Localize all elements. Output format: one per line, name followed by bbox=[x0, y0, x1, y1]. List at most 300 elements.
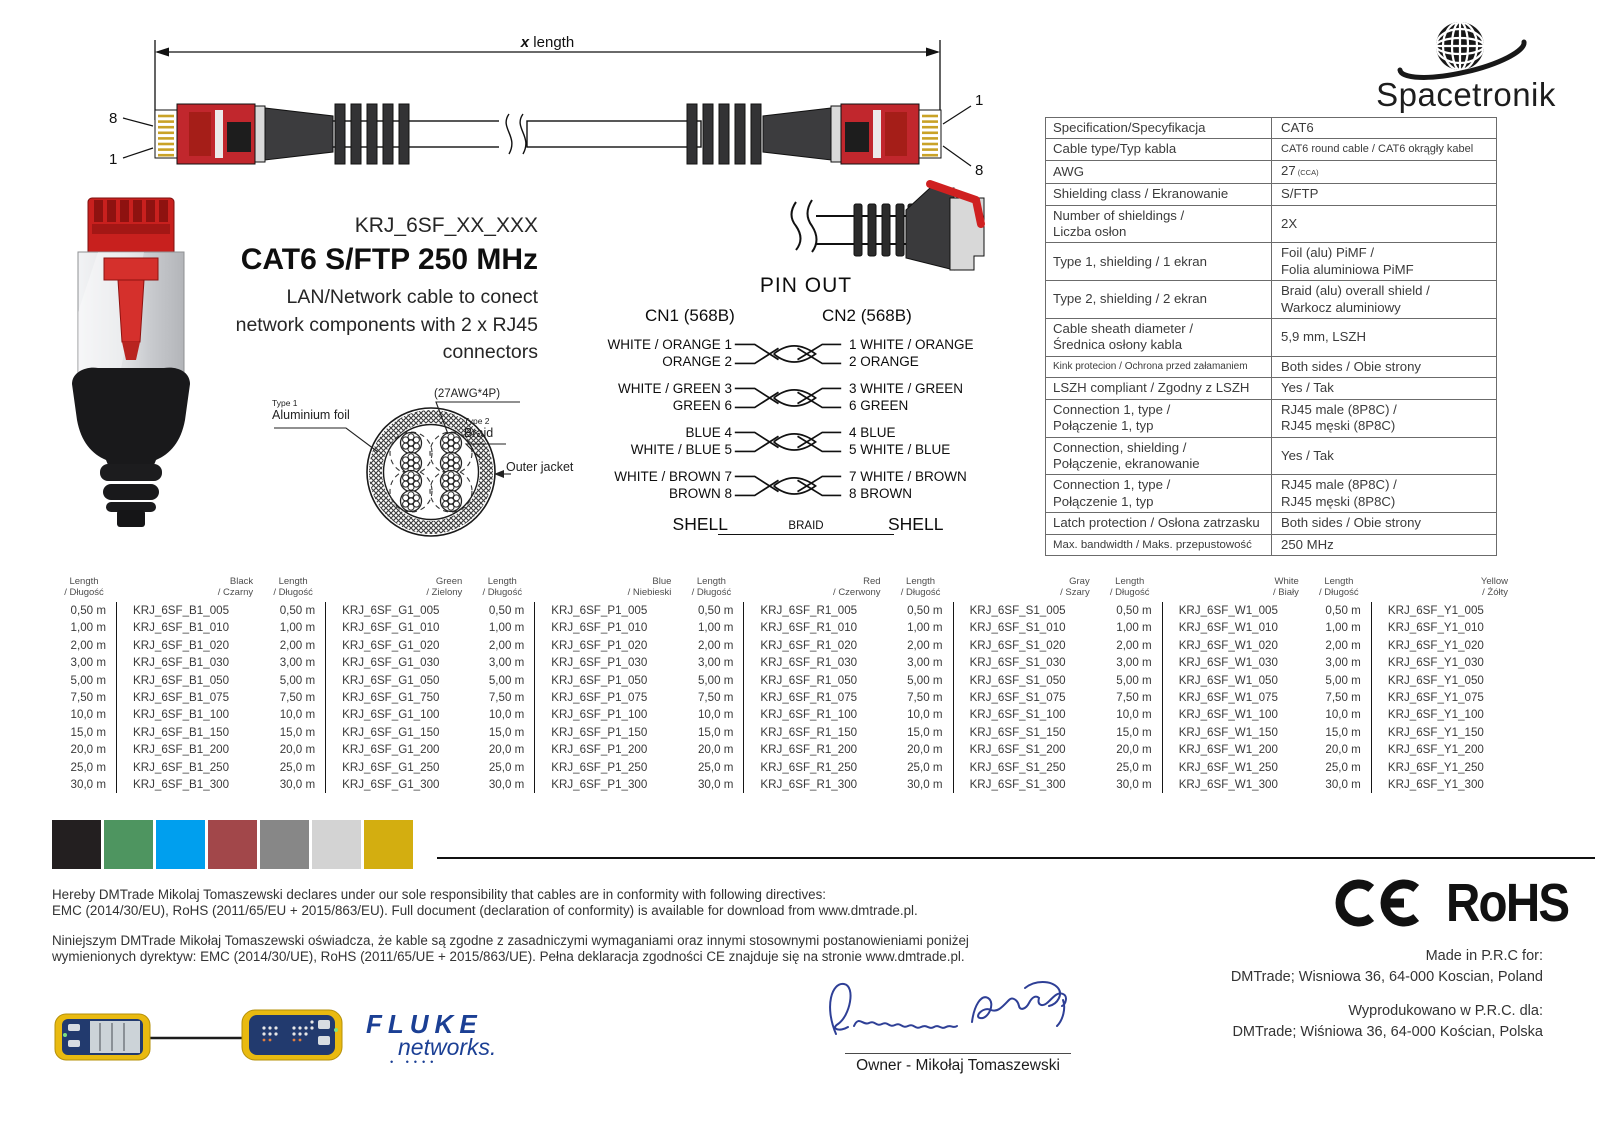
product-column-body bbox=[261, 602, 466, 793]
pin-label-right-top: 1 bbox=[975, 92, 984, 109]
code-cell: KRJ_6SF_P1_100 bbox=[534, 706, 675, 723]
length-cell: 1,00 m bbox=[907, 621, 943, 635]
length-header-line: Length bbox=[69, 576, 99, 587]
spec-value bbox=[1272, 281, 1496, 318]
code-cell: KRJ_6SF_P1_020 bbox=[534, 637, 675, 654]
wire-label: 5 WHITE / BLUE bbox=[849, 442, 951, 457]
product-row bbox=[1098, 724, 1303, 741]
length-cell: 20,0 m bbox=[488, 743, 525, 757]
pinout-pair bbox=[600, 378, 1012, 416]
spec-label-line: Liczba osłon bbox=[1053, 224, 1127, 240]
product-row bbox=[470, 724, 675, 741]
code-cell: KRJ_6SF_W1_250 bbox=[1162, 759, 1303, 776]
code-cell: KRJ_6SF_P1_150 bbox=[534, 724, 675, 741]
declaration-line: Niniejszym DMTrade Mikołaj Tomaszewski oświadcza, że kable są zgodne z zasadniczymi wymaganiami oraz innymi stosownymi postanowieniami poniżej bbox=[52, 933, 969, 948]
spec-row bbox=[1046, 281, 1496, 319]
divider-line bbox=[437, 857, 1595, 859]
subtitle-line: network components with 2 x RJ45 bbox=[235, 313, 538, 336]
product-row bbox=[470, 706, 675, 723]
spec-label bbox=[1046, 400, 1272, 437]
product-row bbox=[1307, 689, 1512, 706]
spec-label bbox=[1046, 118, 1272, 138]
length-cell: 25,0 m bbox=[1325, 760, 1361, 774]
color-header-line: / Zielony bbox=[426, 587, 463, 598]
code-cell: KRJ_6SF_S1_020 bbox=[953, 637, 1094, 654]
length-cell: 3,00 m bbox=[70, 656, 106, 670]
spec-label-line: AWG bbox=[1053, 163, 1085, 179]
code-cell: KRJ_6SF_P1_200 bbox=[534, 741, 675, 758]
product-row bbox=[1098, 689, 1303, 706]
length-header-line: Length bbox=[1324, 576, 1354, 587]
length-cell: 3,00 m bbox=[697, 656, 734, 670]
code-cell: KRJ_6SF_Y1_250 bbox=[1371, 759, 1512, 776]
color-header-line: Yellow bbox=[1480, 576, 1508, 587]
product-row bbox=[470, 689, 675, 706]
code-cell: KRJ_6SF_P1_300 bbox=[534, 776, 675, 793]
length-cell: 7,50 m bbox=[279, 690, 316, 704]
product-row bbox=[52, 619, 257, 636]
product-column-body bbox=[1098, 602, 1303, 793]
code-cell: KRJ_6SF_G1_150 bbox=[325, 724, 466, 741]
x-variable: x bbox=[520, 34, 530, 51]
made-in-en bbox=[1231, 946, 1543, 988]
spec-value bbox=[1272, 327, 1496, 347]
connector-headers bbox=[600, 306, 1012, 334]
made-in-pl bbox=[1231, 1001, 1543, 1043]
pinout-left-labels bbox=[600, 380, 732, 414]
fluke-testers-image bbox=[50, 1008, 350, 1068]
spec-row bbox=[1046, 535, 1496, 556]
product-row bbox=[52, 776, 257, 793]
color-swatch bbox=[208, 820, 257, 869]
code-cell: KRJ_6SF_R1_020 bbox=[743, 637, 884, 654]
product-row bbox=[679, 706, 884, 723]
product-row bbox=[470, 654, 675, 671]
wire-label: WHITE / BROWN 7 bbox=[614, 469, 732, 484]
shell-left-label: SHELL bbox=[672, 514, 728, 534]
pinout-right-labels bbox=[844, 380, 1012, 414]
product-row bbox=[679, 619, 884, 636]
product-column-header bbox=[52, 576, 257, 598]
length-cell: 10,0 m bbox=[279, 708, 316, 722]
code-cell: KRJ_6SF_Y1_075 bbox=[1371, 689, 1512, 706]
fluke-wordmark: FLUKE bbox=[366, 1009, 483, 1039]
spec-label bbox=[1046, 184, 1272, 204]
type1-label: Type 1 Aluminium foil bbox=[272, 398, 350, 422]
product-column-body bbox=[470, 602, 675, 793]
length-cell: 0,50 m bbox=[697, 604, 734, 617]
subtitle-line: connectors bbox=[442, 341, 538, 363]
length-header-line: / Długość bbox=[691, 587, 732, 598]
length-cell: 0,50 m bbox=[279, 604, 316, 617]
code-cell: KRJ_6SF_P1_030 bbox=[534, 654, 675, 671]
product-row bbox=[889, 619, 1094, 636]
color-header-line: / Czarny bbox=[217, 587, 254, 598]
product-row bbox=[52, 706, 257, 723]
length-cell: 1,00 m bbox=[70, 621, 106, 635]
spec-value bbox=[1272, 378, 1496, 398]
product-table bbox=[52, 576, 1512, 793]
product-row bbox=[261, 689, 466, 706]
spec-label-line: Max. bandwidth / Maks. przepustowość bbox=[1053, 538, 1252, 551]
product-row bbox=[889, 602, 1094, 619]
color-header bbox=[325, 576, 466, 598]
pinout-right-labels bbox=[844, 424, 1012, 458]
subtitle-line: LAN/Network cable to conect bbox=[286, 286, 538, 308]
color-header-line: / Szary bbox=[1060, 587, 1090, 598]
signature-caption: Owner - Mikołaj Tomaszewski bbox=[856, 1057, 1060, 1074]
spec-value-line: Warkocz aluminiowy bbox=[1281, 299, 1401, 315]
spec-label-line: LSZH compliant / Zgodny z LSZH bbox=[1053, 380, 1250, 396]
color-header bbox=[534, 576, 675, 598]
braid-label: BRAID bbox=[788, 520, 824, 532]
twisted-pair-icon bbox=[732, 466, 844, 504]
product-row bbox=[1098, 776, 1303, 793]
product-row bbox=[470, 619, 675, 636]
color-swatch bbox=[364, 820, 413, 869]
spec-value bbox=[1272, 357, 1496, 377]
code-cell: KRJ_6SF_Y1_100 bbox=[1371, 706, 1512, 723]
product-row bbox=[1307, 672, 1512, 689]
declaration-pl bbox=[52, 933, 969, 965]
twisted-pair-icon bbox=[732, 334, 844, 372]
length-cell: 0,50 m bbox=[70, 604, 106, 617]
declaration-en bbox=[52, 887, 969, 919]
color-swatch bbox=[260, 820, 309, 869]
product-row bbox=[261, 724, 466, 741]
code-cell: KRJ_6SF_B1_050 bbox=[116, 672, 257, 689]
spec-label bbox=[1046, 357, 1272, 377]
product-row bbox=[470, 741, 675, 758]
length-cell: 5,00 m bbox=[488, 673, 525, 687]
signature-line bbox=[845, 1053, 1071, 1054]
code-cell: KRJ_6SF_R1_300 bbox=[743, 776, 884, 793]
length-cell: 20,0 m bbox=[907, 743, 943, 757]
length-cell: 2,00 m bbox=[1116, 638, 1152, 652]
code-cell: KRJ_6SF_G1_005 bbox=[325, 602, 466, 619]
product-row bbox=[261, 637, 466, 654]
braid-connection bbox=[718, 521, 894, 535]
product-row bbox=[470, 672, 675, 689]
length-header bbox=[261, 576, 325, 598]
spec-value bbox=[1272, 535, 1496, 555]
code-cell: KRJ_6SF_R1_005 bbox=[743, 602, 884, 619]
globe-icon bbox=[1348, 18, 1584, 80]
product-row bbox=[52, 637, 257, 654]
product-column-header bbox=[1098, 576, 1303, 598]
product-row bbox=[52, 672, 257, 689]
spec-label-line: Connection 1, type / bbox=[1053, 401, 1171, 417]
code-cell: KRJ_6SF_Y1_005 bbox=[1371, 602, 1512, 619]
twist-symbol bbox=[732, 422, 844, 460]
product-column-body bbox=[889, 602, 1094, 793]
product-row bbox=[1307, 741, 1512, 758]
model-number: KRJ_6SF_XX_XXX bbox=[354, 214, 538, 237]
product-row bbox=[889, 706, 1094, 723]
product-row bbox=[1307, 776, 1512, 793]
product-row bbox=[1098, 602, 1303, 619]
product-row bbox=[261, 619, 466, 636]
spec-table bbox=[1045, 117, 1497, 556]
rohs-label: RoHS bbox=[1446, 873, 1569, 933]
length-cell: 15,0 m bbox=[488, 725, 525, 739]
length-cell: 7,50 m bbox=[70, 690, 106, 704]
spec-value-line: RJ45 male (8P8C) / bbox=[1281, 401, 1397, 417]
brand-name: Spacetronik bbox=[1376, 76, 1556, 113]
color-swatch bbox=[156, 820, 205, 869]
cable-length-diagram bbox=[95, 24, 1000, 179]
made-in-line: Made in P.R.C for: bbox=[1425, 948, 1543, 964]
spec-label-line: Połączenie, ekranowanie bbox=[1053, 455, 1200, 471]
fluke-logo-dots: • •••• bbox=[390, 1057, 439, 1067]
code-cell: KRJ_6SF_B1_010 bbox=[116, 619, 257, 636]
product-row bbox=[1307, 706, 1512, 723]
product-row bbox=[470, 776, 675, 793]
wire-label: WHITE / GREEN 3 bbox=[617, 381, 732, 396]
length-header-line: / Długość bbox=[900, 587, 941, 598]
spec-row bbox=[1046, 378, 1496, 399]
spec-value bbox=[1272, 513, 1496, 533]
code-cell: KRJ_6SF_P1_075 bbox=[534, 689, 675, 706]
spec-value-line: Folia aluminiowa PiMF bbox=[1281, 261, 1414, 277]
product-column-body bbox=[1307, 602, 1512, 793]
spec-value-sub: (CCA) bbox=[1295, 167, 1319, 177]
color-swatch bbox=[52, 820, 101, 869]
length-cell: 1,00 m bbox=[1116, 621, 1152, 635]
product-row bbox=[261, 759, 466, 776]
length-cell: 5,00 m bbox=[697, 673, 734, 687]
product-column-body bbox=[52, 602, 257, 793]
length-header bbox=[679, 576, 743, 598]
length-cell: 25,0 m bbox=[697, 760, 734, 774]
length-header-line: Length bbox=[906, 576, 936, 587]
spec-label-line: Połączenie 1, typ bbox=[1053, 493, 1154, 509]
spec-row bbox=[1046, 118, 1496, 139]
length-cell: 5,00 m bbox=[907, 673, 943, 687]
wire-label: WHITE / ORANGE 1 bbox=[607, 337, 732, 352]
declaration-line: Hereby DMTrade Mikolaj Tomaszewski declares under our sole responsibility that cables are in conformity with following directives: bbox=[52, 887, 827, 902]
spec-label bbox=[1046, 139, 1272, 159]
made-in-line: DMTrade; Wisniowa 36, 64-000 Koscian, Poland bbox=[1230, 969, 1543, 985]
length-cell: 1,00 m bbox=[279, 621, 316, 635]
pinout-pair bbox=[600, 422, 1012, 460]
product-column-body bbox=[679, 602, 884, 793]
length-cell: 7,50 m bbox=[488, 690, 525, 704]
code-cell: KRJ_6SF_G1_050 bbox=[325, 672, 466, 689]
twisted-pair-icon bbox=[732, 422, 844, 460]
code-cell: KRJ_6SF_G1_100 bbox=[325, 706, 466, 723]
declaration-line: EMC (2014/30/EU), RoHS (2011/65/EU + 2015/863/EU). Full document (declaration of conformity) is available for download from www.dmtrade.pl. bbox=[52, 903, 918, 918]
product-row bbox=[261, 706, 466, 723]
product-row bbox=[1307, 759, 1512, 776]
length-cell: 15,0 m bbox=[279, 725, 316, 739]
code-cell: KRJ_6SF_Y1_300 bbox=[1371, 776, 1512, 793]
product-row bbox=[261, 741, 466, 758]
product-row bbox=[470, 602, 675, 619]
wire-label: 7 WHITE / BROWN bbox=[849, 469, 967, 484]
code-cell: KRJ_6SF_R1_030 bbox=[743, 654, 884, 671]
spec-value-line: 2X bbox=[1281, 215, 1298, 231]
product-row bbox=[1307, 619, 1512, 636]
code-cell: KRJ_6SF_B1_005 bbox=[116, 602, 257, 619]
color-swatch bbox=[104, 820, 153, 869]
twist-symbol bbox=[732, 334, 844, 372]
spec-value bbox=[1272, 184, 1496, 204]
pinout-pair bbox=[600, 466, 1012, 504]
product-column bbox=[1307, 576, 1512, 793]
length-cell: 0,50 m bbox=[1325, 604, 1361, 617]
length-cell: 1,00 m bbox=[1325, 621, 1361, 635]
length-cell: 25,0 m bbox=[1116, 760, 1152, 774]
product-row bbox=[470, 759, 675, 776]
code-cell: KRJ_6SF_G1_250 bbox=[325, 759, 466, 776]
color-header-line: Black bbox=[229, 576, 254, 587]
length-dimension-label: x length bbox=[520, 34, 575, 51]
spec-row bbox=[1046, 438, 1496, 476]
code-cell: KRJ_6SF_S1_010 bbox=[953, 619, 1094, 636]
rj45-connector-photo bbox=[58, 192, 208, 527]
length-cell: 25,0 m bbox=[279, 760, 316, 774]
spec-label bbox=[1046, 438, 1272, 475]
spec-label-line: Cable sheath diameter / bbox=[1053, 321, 1194, 337]
product-title: CAT6 S/FTP 250 MHz bbox=[240, 243, 538, 276]
length-cell: 30,0 m bbox=[697, 777, 734, 791]
wire-label: ORANGE 2 bbox=[662, 354, 732, 369]
length-cell: 2,00 m bbox=[488, 638, 525, 652]
code-cell: KRJ_6SF_G1_750 bbox=[325, 689, 466, 706]
pinout-left-labels bbox=[600, 424, 732, 458]
product-column bbox=[52, 576, 257, 793]
ce-mark-icon bbox=[1332, 874, 1432, 932]
code-cell: KRJ_6SF_S1_050 bbox=[953, 672, 1094, 689]
pinout-right-labels bbox=[844, 336, 1012, 370]
product-row bbox=[889, 654, 1094, 671]
product-row bbox=[1098, 706, 1303, 723]
product-column bbox=[889, 576, 1094, 793]
spec-value-line: Both sides / Obie strony bbox=[1281, 515, 1422, 531]
spec-row bbox=[1046, 475, 1496, 513]
wire-label: WHITE / BLUE 5 bbox=[630, 442, 732, 457]
spec-label bbox=[1046, 243, 1272, 280]
product-row bbox=[889, 741, 1094, 758]
color-header bbox=[743, 576, 884, 598]
color-header-line: Green bbox=[435, 576, 463, 587]
code-cell: KRJ_6SF_B1_020 bbox=[116, 637, 257, 654]
spec-row bbox=[1046, 206, 1496, 244]
length-cell: 0,50 m bbox=[907, 604, 943, 617]
product-row bbox=[679, 724, 884, 741]
shell-right-label: SHELL bbox=[888, 514, 944, 534]
spec-value bbox=[1272, 161, 1496, 183]
length-cell: 1,00 m bbox=[488, 621, 525, 635]
length-cell: 30,0 m bbox=[488, 777, 525, 791]
made-in-line: DMTrade; Wiśniowa 36, 64-000 Kościan, Polska bbox=[1232, 1024, 1543, 1040]
code-cell: KRJ_6SF_G1_030 bbox=[325, 654, 466, 671]
spec-value-line: S/FTP bbox=[1281, 186, 1319, 202]
color-header bbox=[1371, 576, 1512, 598]
product-row bbox=[679, 637, 884, 654]
length-cell: 25,0 m bbox=[907, 760, 943, 774]
code-cell: KRJ_6SF_G1_300 bbox=[325, 776, 466, 793]
pinout-left-labels bbox=[600, 468, 732, 502]
product-row bbox=[889, 672, 1094, 689]
length-header-line: / Długość bbox=[482, 587, 523, 598]
length-header bbox=[889, 576, 953, 598]
length-header bbox=[470, 576, 534, 598]
spec-row bbox=[1046, 139, 1496, 160]
length-cell: 5,00 m bbox=[1116, 673, 1152, 687]
length-cell: 7,50 m bbox=[907, 690, 943, 704]
spec-row bbox=[1046, 400, 1496, 438]
product-row bbox=[1307, 654, 1512, 671]
spec-label bbox=[1046, 281, 1272, 318]
awg-label: (27AWG*4P) bbox=[434, 388, 501, 400]
length-cell: 10,0 m bbox=[70, 708, 106, 722]
length-cell: 5,00 m bbox=[1325, 673, 1361, 687]
product-row bbox=[261, 654, 466, 671]
cn2-header: CN2 (568B) bbox=[822, 306, 912, 325]
code-cell: KRJ_6SF_P1_005 bbox=[534, 602, 675, 619]
pinout-section bbox=[600, 274, 1012, 535]
product-row bbox=[1098, 672, 1303, 689]
spec-label-line: Shielding class / Ekranowanie bbox=[1053, 186, 1229, 202]
code-cell: KRJ_6SF_S1_005 bbox=[953, 602, 1094, 619]
wire-label: BROWN 8 bbox=[668, 486, 732, 501]
code-cell: KRJ_6SF_B1_300 bbox=[116, 776, 257, 793]
product-column-header bbox=[1307, 576, 1512, 598]
code-cell: KRJ_6SF_R1_150 bbox=[743, 724, 884, 741]
code-cell: KRJ_6SF_B1_200 bbox=[116, 741, 257, 758]
spec-label bbox=[1046, 535, 1272, 555]
cn1-header: CN1 (568B) bbox=[645, 306, 735, 325]
spec-row bbox=[1046, 319, 1496, 357]
length-cell: 30,0 m bbox=[1116, 777, 1152, 791]
code-cell: KRJ_6SF_Y1_050 bbox=[1371, 672, 1512, 689]
spec-label bbox=[1046, 206, 1272, 243]
brand-logo bbox=[1348, 18, 1584, 114]
length-cell: 2,00 m bbox=[697, 638, 734, 652]
product-row bbox=[1307, 602, 1512, 619]
spec-label bbox=[1046, 475, 1272, 512]
product-column bbox=[679, 576, 884, 793]
length-cell: 0,50 m bbox=[488, 604, 525, 617]
color-header-line: / Czerwony bbox=[833, 587, 881, 598]
pin-label-right-bottom: 8 bbox=[975, 162, 984, 179]
declaration-line: wymienionych dyrektyw: EMC (2014/30/UE), RoHS (2011/65/UE + 2015/863/UE). Pełna deklaracja zgodności CE znajduje się na stronie www.dmtrade.pl. bbox=[52, 949, 965, 964]
spec-value bbox=[1272, 475, 1496, 512]
length-cell: 15,0 m bbox=[907, 725, 943, 739]
length-cell: 25,0 m bbox=[70, 760, 106, 774]
twisted-pair-icon bbox=[732, 378, 844, 416]
length-header-line: / Długość bbox=[1319, 587, 1359, 598]
product-row bbox=[470, 637, 675, 654]
length-cell: 2,00 m bbox=[70, 638, 106, 652]
color-header-line: / Niebieski bbox=[627, 587, 672, 598]
code-cell: KRJ_6SF_S1_150 bbox=[953, 724, 1094, 741]
length-header bbox=[1098, 576, 1162, 598]
code-cell: KRJ_6SF_S1_075 bbox=[953, 689, 1094, 706]
code-cell: KRJ_6SF_S1_250 bbox=[953, 759, 1094, 776]
product-column-header bbox=[889, 576, 1094, 598]
spec-value-line: RJ45 male (8P8C) / bbox=[1281, 477, 1397, 493]
color-header-line: Blue bbox=[652, 576, 672, 587]
spec-label-line: Number of shieldings / bbox=[1053, 207, 1185, 223]
product-row bbox=[679, 776, 884, 793]
spec-label-line: Type 1, shielding / 1 ekran bbox=[1053, 253, 1207, 269]
spec-label-line: Type 2, shielding / 2 ekran bbox=[1053, 291, 1207, 307]
length-cell: 20,0 m bbox=[1116, 743, 1152, 757]
code-cell: KRJ_6SF_G1_200 bbox=[325, 741, 466, 758]
